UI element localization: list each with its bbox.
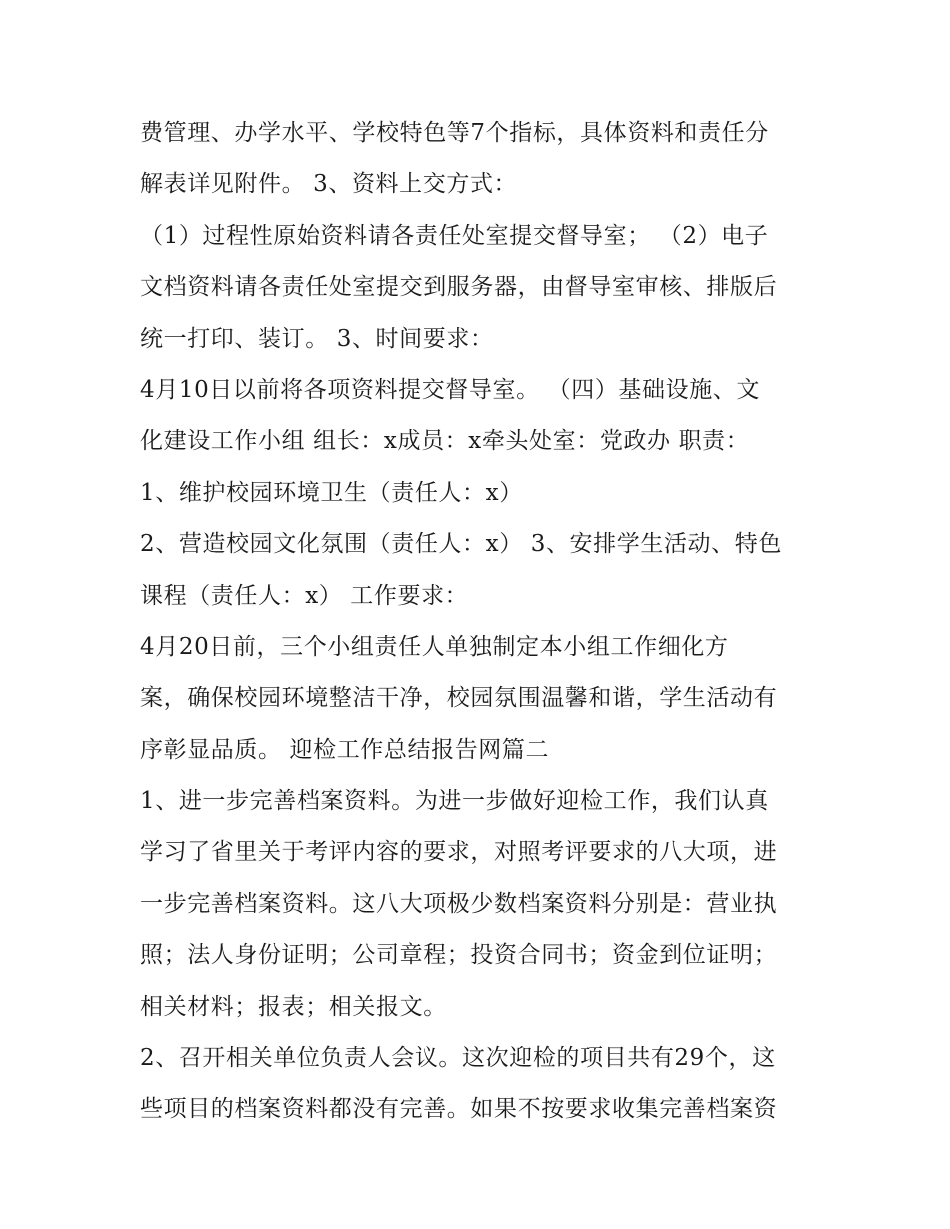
text-line: 照；法人身份证明；公司章程；投资合同书；资金到位证明； [140,942,778,969]
text-line: 课程（责任人：x） 工作要求： [140,582,469,609]
text-line: 2、召开相关单位负责人会议。这次迎检的项目共有29个，这 [140,1045,776,1072]
text-line: 1、进一步完善档案资料。为进一步做好迎检工作，我们认真 [140,788,769,815]
text-line: 序彰显品质。 迎检工作总结报告网篇二 [140,736,550,763]
text-line: 案，确保校园环境整洁干净，校园氛围温馨和谐，学生活动有 [140,685,778,712]
text-line: 4月10日以前将各项资料提交督导室。 （四）基础设施、文 [140,376,761,403]
text-line: 统一打印、装订。 3、时间要求： [140,325,494,352]
text-line: 费管理、办学水平、学校特色等7个指标，具体资料和责任分 [140,120,769,146]
text-line: 文档资料请各责任处室提交到服务器，由督导室审核、排版后 [140,274,778,301]
text-line: 2、营造校园文化氛围（责任人：x） 3、安排学生活动、特色 [140,531,782,558]
text-line: 1、维护校园环境卫生（责任人：x） [140,479,523,506]
text-line: 些项目的档案资料都没有完善。如果不按要求收集完善档案资 [140,1096,778,1123]
text-line: （1）过程性原始资料请各责任处室提交督导室； （2）电子 [140,222,769,249]
text-line: 化建设工作小组 组长：x成员：x牵头处室：党政办 职责： [140,428,750,455]
text-line: 相关材料；报表；相关报文。 [140,993,447,1020]
text-line: 4月20日前，三个小组责任人单独制定本小组工作细化方 [140,633,729,660]
text-line: 学习了省里关于考评内容的要求，对照考评要求的八大项，进 [140,839,778,866]
text-line: 一步完善档案资料。这八大项极少数档案资料分别是：营业执 [140,890,778,917]
text-line: 解表详见附件。 3、资料上交方式： [140,171,518,198]
body-text [140,108,830,1136]
